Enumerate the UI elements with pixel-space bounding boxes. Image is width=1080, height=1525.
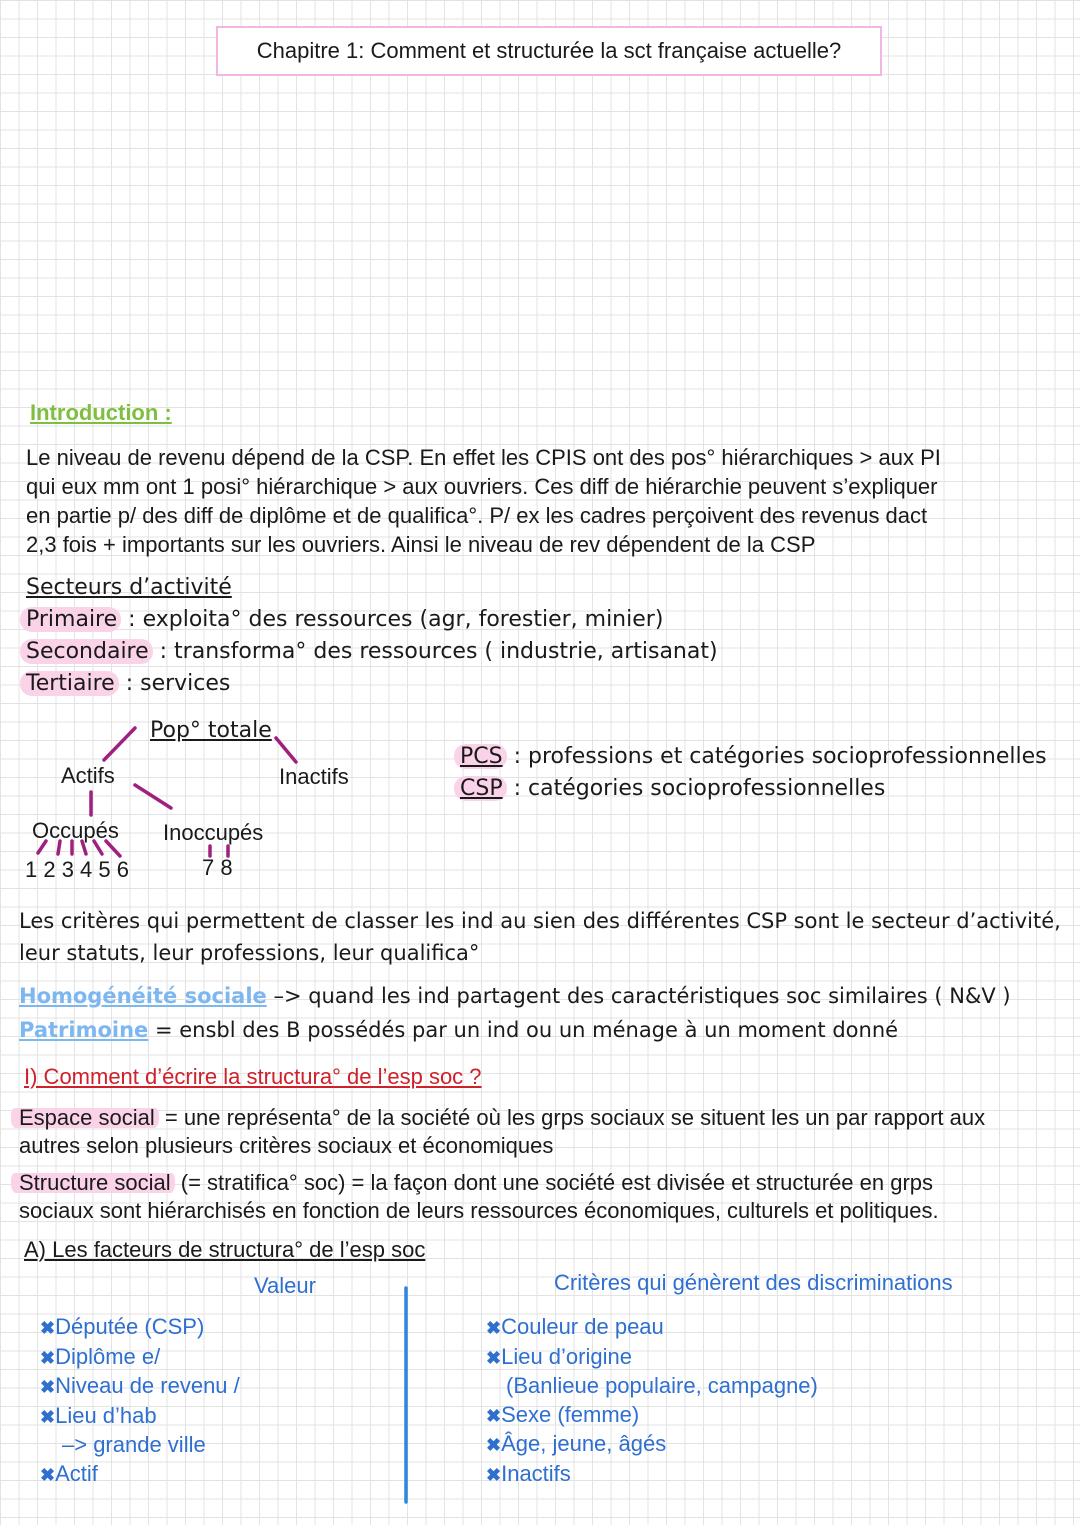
tree-root: Pop° totale <box>150 718 272 743</box>
intro-line: en partie p/ des diff de diplôme et de qualifica°. P/ ex les cadres perçoivent des revenus dact <box>26 503 928 528</box>
structure-social-line-2: sociaux sont hiérarchisés en fonction de leurs ressources économiques, culturels et politiques. <box>19 1198 939 1223</box>
tree-line-actifs-inoccupes <box>135 785 171 808</box>
cross-icon: ✖ <box>486 1318 502 1338</box>
list-item: ✖Diplôme e/ <box>40 1343 161 1369</box>
definition-term: Homogénéité sociale <box>19 984 267 1008</box>
list-item: ✖Couleur de peau <box>486 1314 664 1339</box>
left-criteria-list <box>40 1313 240 1489</box>
cross-icon: ✖ <box>486 1405 502 1426</box>
acronym-term: PCS <box>454 744 507 769</box>
acronym-def: : professions et catégories socioprofessionnelles <box>506 744 1047 769</box>
sector-term: Tertiaire <box>20 671 119 696</box>
definition-term: Patrimoine <box>19 1018 149 1042</box>
tree-inoccupes: Inoccupés <box>163 820 264 845</box>
cross-icon: ✖ <box>40 1377 56 1397</box>
intro-line: Le niveau de revenu dépend de la CSP. En effet les CPIS ont des pos° hiérarchiques > aux PI <box>26 445 941 470</box>
list-item: ✖Niveau de revenu / <box>40 1373 240 1398</box>
structure-social-term: Structure social <box>11 1170 175 1195</box>
intro-line: qui eux mm ont 1 posi° hiérarchique > aux ouvriers. Ces diff de hiérarchie peuvent s’expliquer <box>26 474 938 499</box>
criteria-line: Les critères qui permettent de classer les ind au sien des différentes CSP sont le secteur d’activité, <box>19 909 1061 933</box>
definition-def: = ensbl des B possédés par un ind ou un ménage à un moment donné <box>148 1018 899 1042</box>
intro-heading: Introduction : <box>30 400 172 425</box>
cross-icon: ✖ <box>40 1464 56 1485</box>
intro-line: 2,3 fois + importants sur les ouvriers. Ainsi le niveau de rev dépendent de la CSP <box>26 532 816 557</box>
column-left-title: Valeur <box>254 1273 316 1298</box>
sector-def: : exploita° des ressources (agr, forestier, minier) <box>121 607 664 632</box>
column-right-title: Critères qui génèrent des discriminations <box>554 1270 953 1295</box>
definition-patrimoine <box>19 1018 898 1042</box>
list-item: ✖Lieu d’hab <box>40 1402 157 1428</box>
definition-def: –> quand les ind partagent des caractéristiques soc similaires ( N&V ) <box>266 984 1011 1008</box>
list-sub-item: (Banlieue populaire, campagne) <box>506 1373 818 1398</box>
espace-social-definition <box>19 1104 985 1160</box>
acronym-def: : catégories socioprofessionnelles <box>506 776 886 801</box>
cross-icon: ✖ <box>486 1347 502 1368</box>
espace-social-line <box>19 1104 985 1132</box>
right-criteria-list <box>486 1313 818 1489</box>
structure-social-def: (= stratifica° soc) = la façon dont une société est divisée et structurée en grps <box>174 1170 934 1195</box>
criteria-line: leur statuts, leur professions, leur qualifica° <box>19 941 480 965</box>
sectors-heading: Secteurs d’activité <box>26 575 232 600</box>
tree-occupes: Occupés <box>32 818 119 843</box>
cross-icon: ✖ <box>40 1406 56 1427</box>
espace-social-line-2: autres selon plusieurs critères sociaux et économiques <box>19 1133 554 1158</box>
list-item: ✖Sexe (femme) <box>486 1401 640 1427</box>
tree-occupes-numbers: 1 2 3 4 5 6 <box>25 857 129 882</box>
list-item: ✖Inactifs <box>486 1460 571 1486</box>
list-item: ✖Lieu d’origine <box>486 1343 632 1369</box>
chapter-title: Chapitre 1: Comment et structurée la sct française actuelle? <box>216 26 882 76</box>
cross-icon: ✖ <box>40 1318 56 1338</box>
espace-social-term: Espace social <box>11 1105 159 1130</box>
tree-line-root-actifs <box>104 728 135 760</box>
criteria-paragraph <box>19 905 1061 969</box>
structure-social-definition <box>19 1169 939 1225</box>
cross-icon: ✖ <box>40 1347 56 1368</box>
sector-def: : services <box>118 671 231 696</box>
list-item: ✖Actif <box>40 1460 98 1486</box>
list-item: ✖Députée (CSP) <box>40 1314 205 1339</box>
section-a-heading: A) Les facteurs de structura° de l’esp soc <box>24 1237 426 1262</box>
tree-actifs: Actifs <box>61 763 115 788</box>
acronym-pcs <box>460 744 1047 769</box>
cross-icon: ✖ <box>486 1464 502 1485</box>
list-item: ✖Âge, jeune, âgés <box>486 1431 667 1456</box>
cross-icon: ✖ <box>486 1435 502 1455</box>
sector-term: Secondaire <box>20 639 153 664</box>
sector-def: : transforma° des ressources ( industrie, artisanat) <box>152 639 718 664</box>
definition-homogeneite <box>19 984 1011 1008</box>
espace-social-def: = une représenta° de la société où les grps sociaux se situent les un par rapport aux <box>158 1105 986 1130</box>
tree-inoccupes-numbers: 7 8 <box>202 855 233 880</box>
sector-term: Primaire <box>20 607 121 632</box>
acronym-term: CSP <box>454 776 507 801</box>
section-1-heading: I) Comment d’écrire la structura° de l’esp soc ? <box>24 1064 482 1089</box>
tree-inactifs: Inactifs <box>279 764 349 789</box>
structure-social-line <box>19 1169 939 1197</box>
acronym-csp <box>460 776 885 801</box>
list-sub-item: –> grande ville <box>62 1432 206 1457</box>
tree-line-root-inactifs <box>276 738 296 762</box>
